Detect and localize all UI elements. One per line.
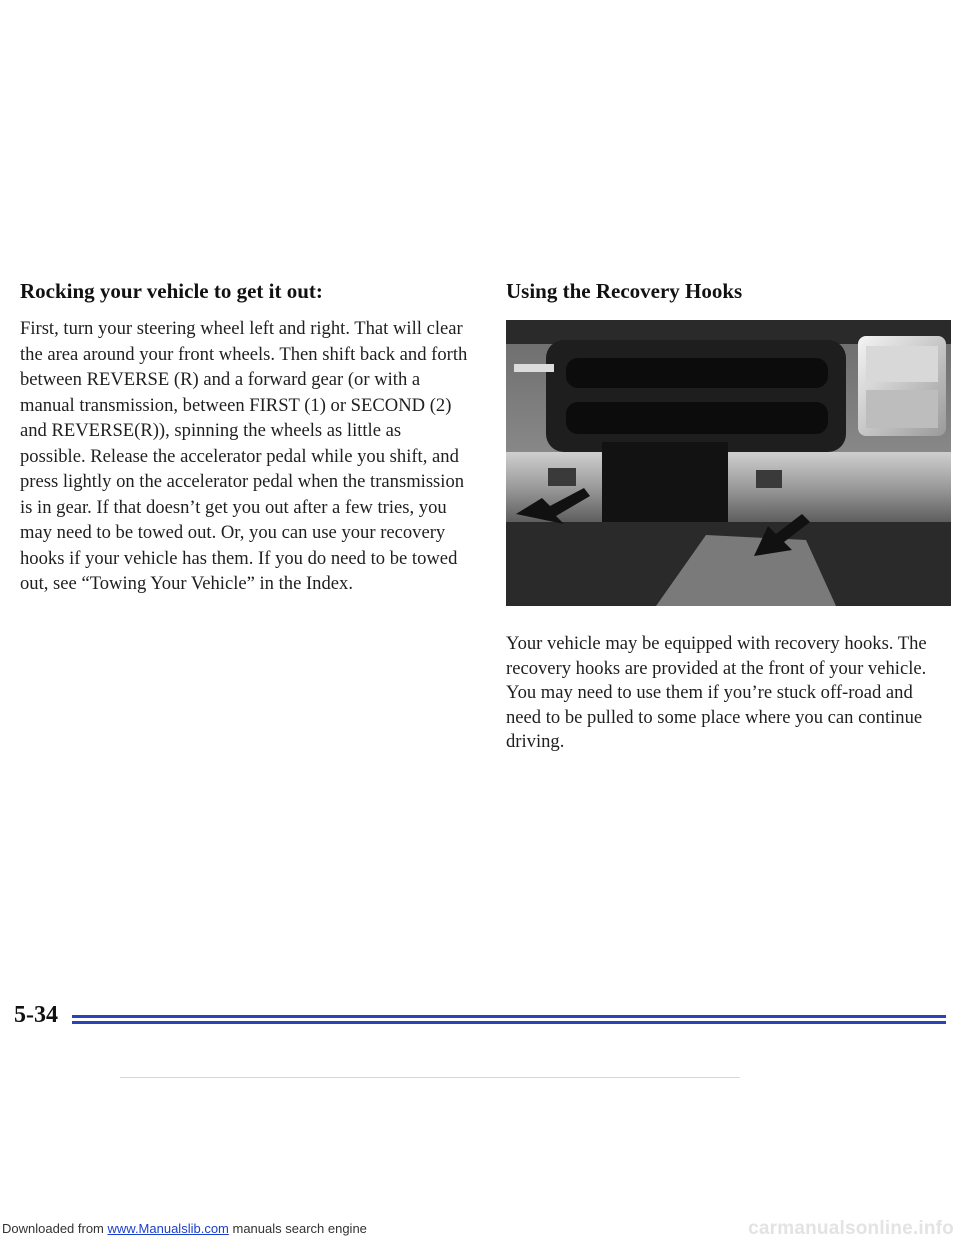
manualslib-link[interactable]: www.Manualslib.com [107,1221,229,1236]
page-rule-bottom [72,1021,946,1024]
rocking-heading: Rocking your vehicle to get it out: [20,279,323,303]
footer-prefix: Downloaded from [2,1221,108,1236]
download-footer [2,1221,367,1236]
truck-front-illustration [506,320,951,606]
footer-suffix: manuals search engine [228,1221,367,1236]
right-column [506,278,951,755]
page-number: 5-34 [14,1002,58,1028]
recovery-hooks-photo [506,320,951,606]
left-column [20,278,470,597]
recovery-hooks-heading: Using the Recovery Hooks [506,279,743,303]
watermark: carmanualsonline.info [748,1218,954,1239]
recovery-hooks-body-text: Your vehicle may be equipped with recovery hooks. The recovery hooks are provided at the front of your vehicle. You may need to use them if you’re stuck off-road and need to be pulled to some place where you can continue driving. [506,633,927,752]
rocking-body-text: First, turn your steering wheel left and right. That will clear the area around your front wheels. Then shift back and forth between REVERSE (R) and a forward gear (or with a manual transmission, between FIRST (1) or SECOND (2) and REVERSE(R)), spinning the wheels as little as possible. Release the accelerator pedal while you shift, and press lightly on the accelerator pedal when the transmission is in gear. If that doesn’t get you out after a few tries, you may need to be towed out. Or, you can use your recovery hooks if your vehicle has them. If you do need to be towed out, see “Towing Your Vehicle” in the Index. [20,318,468,594]
page-rule-top [72,1015,946,1018]
scan-artifact-line [120,1077,740,1078]
